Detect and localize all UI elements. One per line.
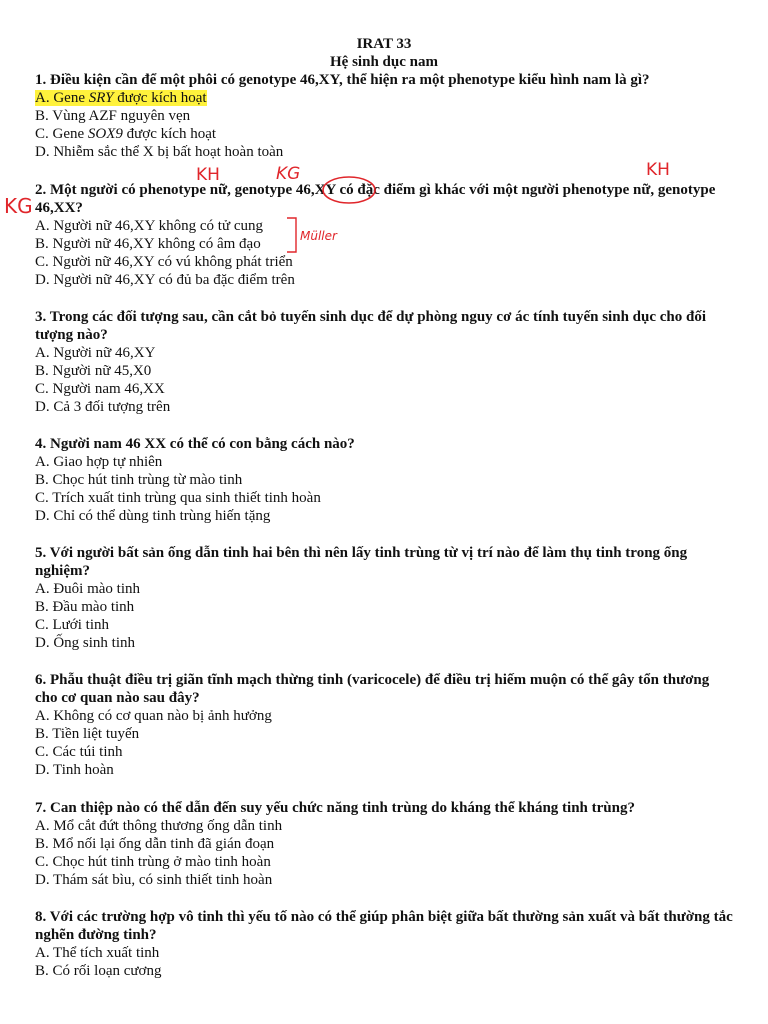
- option-b: B. Tiền liệt tuyến: [35, 726, 140, 742]
- option-c: C. Lưới tinh: [35, 617, 109, 633]
- option-b: B. Đầu mào tinh: [35, 599, 135, 615]
- option-d: D. Người nữ 46,XY có đủ ba đặc điểm trên: [35, 272, 295, 288]
- option-a: A. Người nữ 46,XY: [35, 345, 156, 361]
- annotation-kg-left: KG: [4, 194, 33, 218]
- option-b: B. Vùng AZF nguyên vẹn: [35, 108, 191, 124]
- annotation-kg: KG: [276, 164, 301, 184]
- option-a: A. Đuôi mào tinh: [35, 581, 140, 597]
- annotation-kh-right: KH: [646, 160, 670, 180]
- highlighted-answer: A. Gene SRY được kích hoạt: [35, 90, 207, 106]
- option-d: D. Thám sát bìu, có sinh thiết tinh hoàn: [35, 872, 273, 888]
- option-d: D. Tinh hoàn: [35, 762, 114, 778]
- annotation-kh: KH: [196, 165, 220, 185]
- question-3: [35, 308, 735, 416]
- question-text: 8. Với các trường hợp vô tinh thì yếu tố nào có thể giúp phân biệt giữa bất thường sản xuất và bất thường tắc nghẽn đường tinh?: [35, 909, 733, 943]
- question-7: [35, 799, 735, 889]
- option-a: A. Giao hợp tự nhiên: [35, 454, 163, 470]
- question-8: [35, 908, 735, 980]
- option-d: D. Chỉ có thể dùng tinh trùng hiến tặng: [35, 508, 271, 524]
- option-a: A. Không có cơ quan nào bị ảnh hưởng: [35, 708, 272, 724]
- option-d: D. Nhiễm sắc thể X bị bất hoạt hoàn toàn: [35, 144, 284, 160]
- question-2: [35, 181, 735, 289]
- question-5: [35, 544, 735, 652]
- document-subtitle: Hệ sinh dục nam: [330, 54, 438, 70]
- question-text: 6. Phẫu thuật điều trị giãn tĩnh mạch thừng tinh (varicocele) để điều trị hiếm muộn có thể gây tổn thương cho cơ quan nào sau đây?: [35, 672, 710, 706]
- document-title: IRAT 33: [356, 36, 412, 52]
- option-b: B. Người nữ 46,XY không có âm đạo: [35, 236, 261, 252]
- question-1: [35, 71, 735, 161]
- question-text: 1. Điều kiện cần để một phôi có genotype 46,XY, thể hiện ra một phenotype kiểu hình nam là gì?: [35, 72, 650, 88]
- option-b: B. Chọc hút tinh trùng từ mào tinh: [35, 472, 243, 488]
- question-text: 2. Một người có phenotype nữ, genotype 46,XY có đặc điểm gì khác với một người phenotype nữ, genotype 46,XX?: [35, 182, 716, 216]
- option-b: B. Mổ nối lại ống dẫn tinh đã gián đoạn: [35, 836, 275, 852]
- question-text: 4. Người nam 46 XX có thể có con bằng cách nào?: [35, 436, 355, 452]
- option-c: C. Chọc hút tinh trùng ở mào tinh hoàn: [35, 854, 271, 870]
- option-c: C. Người nữ 46,XY có vú không phát triển: [35, 254, 293, 270]
- option-d: D. Ống sinh tinh: [35, 635, 136, 651]
- question-6: [35, 671, 735, 779]
- option-c: C. Gene SOX9 được kích hoạt: [35, 126, 217, 142]
- option-a: A. Thể tích xuất tinh: [35, 945, 160, 961]
- option-a: A. Mổ cắt đứt thông thương ống dẫn tinh: [35, 818, 283, 834]
- question-text: 5. Với người bất sản ống dẫn tinh hai bên thì nên lấy tinh trùng từ vị trí nào để làm thụ tinh trong ống nghiệm?: [35, 545, 688, 579]
- option-b: B. Người nữ 45,X0: [35, 363, 152, 379]
- option-c: C. Trích xuất tinh trùng qua sinh thiết tinh hoàn: [35, 490, 321, 506]
- option-a: A. Người nữ 46,XY không có tử cung: [35, 218, 263, 234]
- annotation-muller: Müller: [300, 229, 337, 243]
- question-text: 7. Can thiệp nào có thể dẫn đến suy yếu chức năng tinh trùng do kháng thể kháng tinh trùng?: [35, 800, 635, 816]
- question-text: 3. Trong các đối tượng sau, cần cắt bỏ tuyến sinh dục để dự phòng nguy cơ ác tính tuyến sinh dục cho đối tượng nào?: [35, 309, 707, 343]
- option-a: [35, 89, 735, 107]
- option-c: C. Người nam 46,XX: [35, 381, 165, 397]
- option-b: B. Có rối loạn cương: [35, 963, 162, 979]
- question-4: [35, 435, 735, 525]
- option-c: C. Các túi tinh: [35, 744, 123, 760]
- circled-genotype: 46,XY: [295, 182, 336, 198]
- option-d: D. Cả 3 đối tượng trên: [35, 399, 171, 415]
